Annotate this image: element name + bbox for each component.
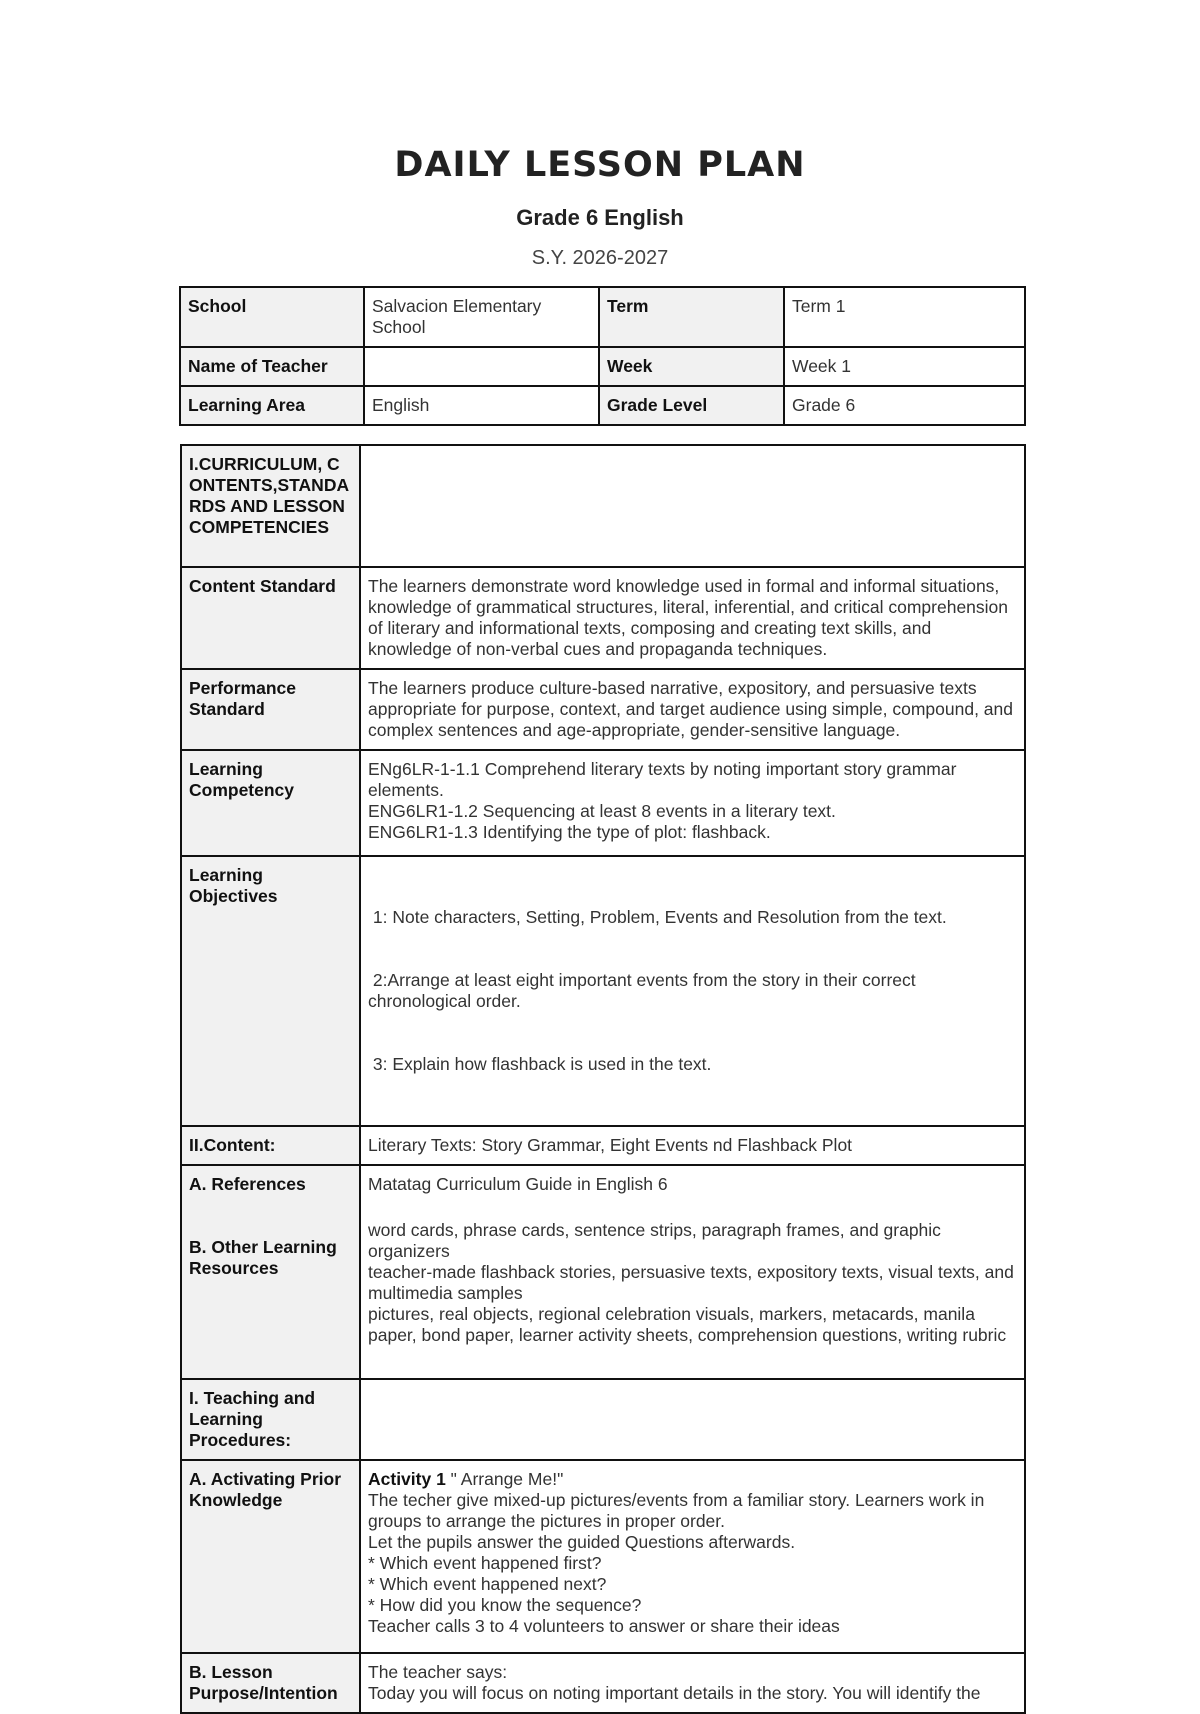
grade-value: Grade 6 <box>784 386 1025 425</box>
references-value: Matatag Curriculum Guide in English 6 <box>368 1174 668 1194</box>
document-title: DAILY LESSON PLAN <box>394 145 806 185</box>
row-resources <box>181 1165 1025 1379</box>
document-subtitle: Grade 6 English <box>516 205 684 230</box>
info-row-school <box>180 287 1025 347</box>
row-procedures <box>181 1379 1025 1460</box>
procedures-value <box>360 1379 1025 1460</box>
activating-value <box>360 1460 1025 1653</box>
purpose-label: B. Lesson Purpose/Intention <box>181 1653 360 1713</box>
grade-label: Grade Level <box>599 386 784 425</box>
row-content-standard <box>181 567 1025 669</box>
resources-label-cell <box>181 1165 360 1379</box>
activity-title-bold: Activity 1 <box>368 1469 446 1489</box>
activating-label: A. Activating Prior Knowledge <box>181 1460 360 1653</box>
spacer <box>189 1195 352 1237</box>
content-standard-label: Content Standard <box>181 567 360 669</box>
teacher-label: Name of Teacher <box>180 347 364 386</box>
lesson-plan-table <box>180 444 1026 1714</box>
area-label: Learning Area <box>180 386 364 425</box>
row-competency <box>181 750 1025 856</box>
activating-line: The techer give mixed-up pictures/events from a familiar story. Learners work in groups to arrange the pictures in proper order. <box>368 1490 985 1531</box>
school-value: Salvacion Elementary School <box>364 287 599 347</box>
area-value: English <box>364 386 599 425</box>
competency-line: ENg6LR-1-1.1 Comprehend literary texts by noting important story grammar elements. <box>368 759 957 800</box>
activating-line: * How did you know the sequence? <box>368 1595 642 1615</box>
row-content <box>181 1126 1025 1165</box>
content-value: Literary Texts: Story Grammar, Eight Events nd Flashback Plot <box>360 1126 1025 1165</box>
competency-value <box>360 750 1025 856</box>
content-standard-value: The learners demonstrate word knowledge used in formal and informal situations, knowledge of grammatical structures, literal, inferential, and critical comprehension of literary and informational texts, composing and creating text skills, and knowledge of non-verbal cues and propaganda techniques. <box>360 567 1025 669</box>
info-row-area <box>180 386 1025 425</box>
row-objectives <box>181 856 1025 1126</box>
content-label: II.Content: <box>181 1126 360 1165</box>
purpose-line: The teacher says: <box>368 1662 508 1682</box>
purpose-line: Today you will focus on noting important details in the story. You will identify the <box>368 1683 981 1703</box>
activity-title-rest: " Arrange Me!" <box>445 1469 564 1489</box>
objectives-label: Learning Objectives <box>181 856 360 1126</box>
term-label: Term <box>599 287 784 347</box>
school-label: School <box>180 287 364 347</box>
objective-line: 3: Explain how flashback is used in the text. <box>368 1054 712 1074</box>
info-row-teacher <box>180 347 1025 386</box>
performance-standard-label: Performance Standard <box>181 669 360 750</box>
objectives-value <box>360 856 1025 1126</box>
week-label: Week <box>599 347 784 386</box>
spacer <box>368 1195 1017 1220</box>
resources-value-cell <box>360 1165 1025 1379</box>
competency-line: ENG6LR1-1.2 Sequencing at least 8 events in a literary text. <box>368 801 836 821</box>
competency-label: Learning Competency <box>181 750 360 856</box>
info-table <box>179 286 1026 426</box>
resource-line: word cards, phrase cards, sentence strips, paragraph frames, and graphic organizers <box>368 1220 941 1261</box>
activating-line: Let the pupils answer the guided Questions afterwards. <box>368 1532 796 1552</box>
activating-line: * Which event happened next? <box>368 1574 607 1594</box>
resource-line: teacher-made flashback stories, persuasive texts, expository texts, visual texts, and multimedia samples <box>368 1262 1014 1303</box>
curriculum-label: I.CURRICULUM, CONTENTS,STANDARDS AND LESSON COMPETENCIES <box>181 445 360 567</box>
row-activating <box>181 1460 1025 1653</box>
competency-line: ENG6LR1-1.3 Identifying the type of plot: flashback. <box>368 822 771 842</box>
objective-line: 1: Note characters, Setting, Problem, Events and Resolution from the text. <box>368 907 947 927</box>
resource-line: pictures, real objects, regional celebration visuals, markers, metacards, manila paper, bond paper, learner activity sheets, comprehension questions, writing rubric <box>368 1304 1007 1345</box>
procedures-label: I. Teaching and Learning Procedures: <box>181 1379 360 1460</box>
other-resources-label: B. Other Learning Resources <box>189 1237 337 1278</box>
activating-line: Teacher calls 3 to 4 volunteers to answer or share their ideas <box>368 1616 840 1636</box>
performance-standard-value: The learners produce culture-based narrative, expository, and persuasive texts appropriate for purpose, context, and target audience using simple, compound, and complex sentences and age-appropriate, gender-sensitive language. <box>360 669 1025 750</box>
row-performance-standard <box>181 669 1025 750</box>
objective-line: 2:Arrange at least eight important events from the story in their correct chronological order. <box>368 970 921 1011</box>
week-value: Week 1 <box>784 347 1025 386</box>
teacher-value <box>364 347 599 386</box>
references-label: A. References <box>189 1174 306 1194</box>
term-value: Term 1 <box>784 287 1025 347</box>
activating-line: * Which event happened first? <box>368 1553 602 1573</box>
row-purpose <box>181 1653 1025 1713</box>
curriculum-value <box>360 445 1025 567</box>
school-year: S.Y. 2026-2027 <box>531 247 669 269</box>
purpose-value <box>360 1653 1025 1713</box>
row-curriculum <box>181 445 1025 567</box>
activity-title <box>368 1469 1017 1490</box>
